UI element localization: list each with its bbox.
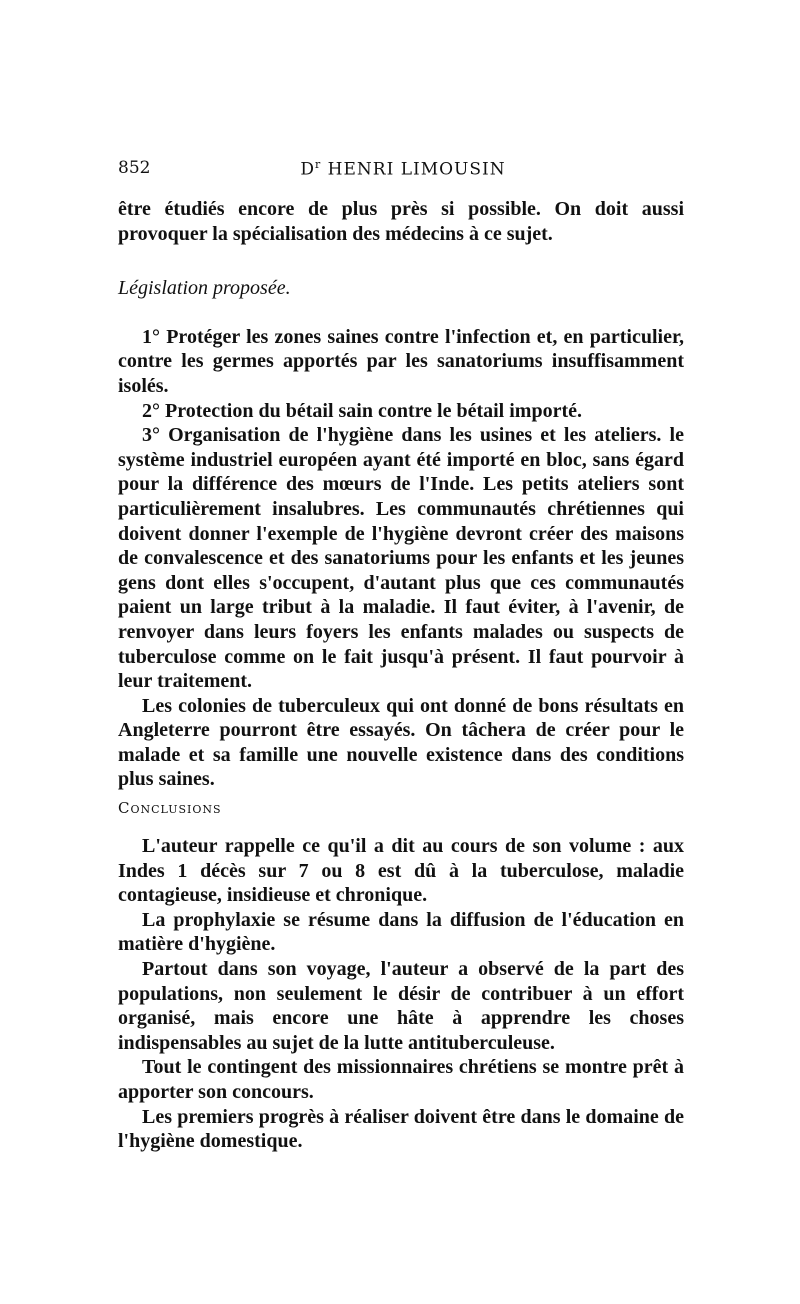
paragraph-conclusion-5: Les premiers progrès à réaliser doivent être dans le domaine de l'hygiène domestique. — [118, 1105, 684, 1153]
conclusions-heading: Conclusions — [118, 799, 222, 818]
paragraph-conclusion-1: L'auteur rappelle ce qu'il a dit au cours de son volume : aux Indes 1 décès sur 7 ou 8 est dû à la tuberculose, maladie contagieuse, insidieuse et chronique. — [118, 835, 684, 907]
paragraph-item-2: 2° Protection du bétail sain contre le bétail importé. — [142, 399, 582, 422]
spacer — [118, 301, 684, 325]
paragraph-conclusion-4: Tout le contingent des missionnaires chrétiens se montre prêt à apporter son concours. — [118, 1056, 684, 1103]
spacer — [118, 246, 684, 276]
spacer — [118, 820, 684, 834]
paragraph-colonies: Les colonies de tuberculeux qui ont donné de bons résultats en Angleterre pourront être essayés. On tâchera de créer pour le malade et sa famille une nouvelle existence dans des conditions plus saines. — [118, 694, 684, 791]
paragraph-conclusion-3: Partout dans son voyage, l'auteur a observé de la part des populations, non seulement le désir de contribuer à un effort organisé, mais encore une hâte à apprendre les choses indispensables au sujet de la lutte antituberculeuse. — [118, 958, 684, 1054]
section-title: Législation proposée. — [118, 277, 291, 300]
author-superscript: r — [315, 158, 322, 171]
paragraph-continued: être étudiés encore de plus près si possible. On doit aussi provoquer la spécialisation des médecins à ce sujet. — [118, 198, 684, 245]
author-name: HENRI LIMOUSIN — [321, 159, 506, 180]
running-head — [118, 158, 688, 184]
paragraph-item-3: 3° Organisation de l'hygiène dans les usines et les ateliers. le système industriel européen ayant été importé en bloc, sans égard pour la différence des mœurs de l'Inde. Les petits ateliers sont particulièrement insalubres. Les communautés chrétiennes qui doivent donner l'exemple de l'hygiène devront créer des maisons de convalescence et des sanatoriums pour les enfants et les jeunes gens dont elles s'occupent, d'autant plus que ces communautés paient un large tribut à la maladie. Il faut éviter, à l'avenir, de renvoyer dans leurs foyers les enfants malades ou suspects de tuberculose comme on le fait jusqu'à présent. Il faut pourvoir à leur traitement. — [118, 424, 684, 693]
body-text — [118, 197, 684, 1154]
running-head-author — [118, 158, 688, 180]
author-prefix: D — [300, 159, 315, 180]
page-number: 852 — [118, 158, 151, 178]
paragraph-conclusion-2: La prophylaxie se résume dans la diffusion de l'éducation en matière d'hygiène. — [118, 908, 684, 956]
paragraph-item-1: 1° Protéger les zones saines contre l'infection et, en particulier, contre les germes apportés par les sanatoriums insuffisamment isolés. — [118, 325, 684, 397]
